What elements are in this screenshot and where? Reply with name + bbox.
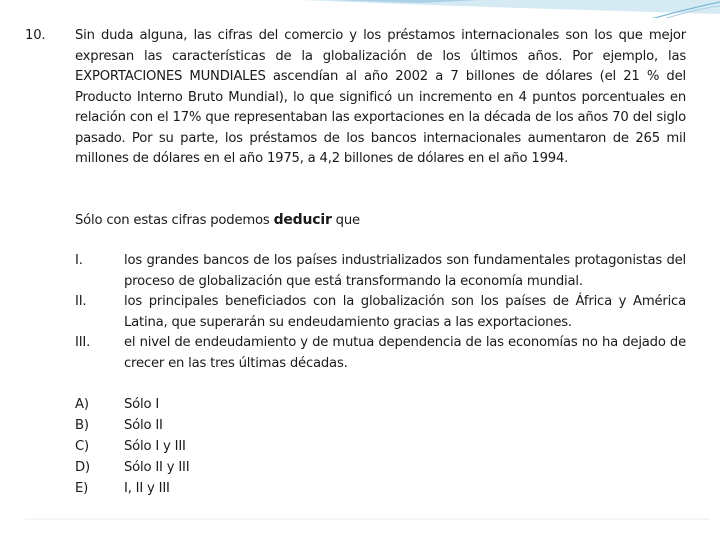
option-text: Sólo I y III [124, 439, 186, 454]
statement-text: el nivel de endeudamiento y de mutua dependencia de las economías no ha dejado de crecer en las tres últimas décadas. [124, 335, 686, 371]
option-label: D) [75, 460, 90, 475]
statement-text: los grandes bancos de los países industrializados son fundamentales protagonistas del proceso de globalización que está transformando la economía mundial. [124, 253, 686, 289]
deduce-prefix: Sólo con estas cifras podemos [75, 213, 274, 228]
deduce-suffix: que [331, 213, 360, 228]
option-text: Sólo II [124, 418, 163, 433]
option-label: E) [75, 481, 89, 496]
statement-label: III. [75, 335, 91, 350]
option-text: Sólo II y III [124, 460, 190, 475]
option-text: Sólo I [124, 397, 160, 412]
statement-label: I. [75, 253, 83, 268]
option-label: A) [75, 397, 89, 412]
top-swoosh-shape [300, 0, 720, 14]
question-document [25, 18, 686, 510]
question-paragraph: Sin duda alguna, las cifras del comercio y los préstamos internacionales son los que mejor expresan las características de la globalización de los últimos años. Por ejemplo, las EXPORTACIONES MUNDIALES ascendían al año 2002 a 7 billones de dólares (el 21 % del Producto Interno Bruto Mundial), lo que significó un incremento en 4 puntos porcentuales en relación con el 17% que representaban las exportaciones en la década de los años 70 del siglo pasado. Por su parte, los préstamos de los bancos internacionales aumentaron de 265 mil millones de dólares en el año 1975, a 4,2 billones de dólares en el año 1994. [75, 28, 686, 166]
deduce-prompt [75, 210, 360, 232]
statement-text: los principales beneficiados con la globalización son los países de África y América Latina, que superarán su endeudamiento gracias a las exportaciones. [124, 294, 686, 330]
option-label: C) [75, 439, 89, 454]
question-number: 10. [25, 28, 46, 43]
option-label: B) [75, 418, 89, 433]
statement-label: II. [75, 294, 87, 309]
deduce-keyword: deducir [273, 212, 332, 228]
option-text: I, II y III [124, 481, 170, 496]
